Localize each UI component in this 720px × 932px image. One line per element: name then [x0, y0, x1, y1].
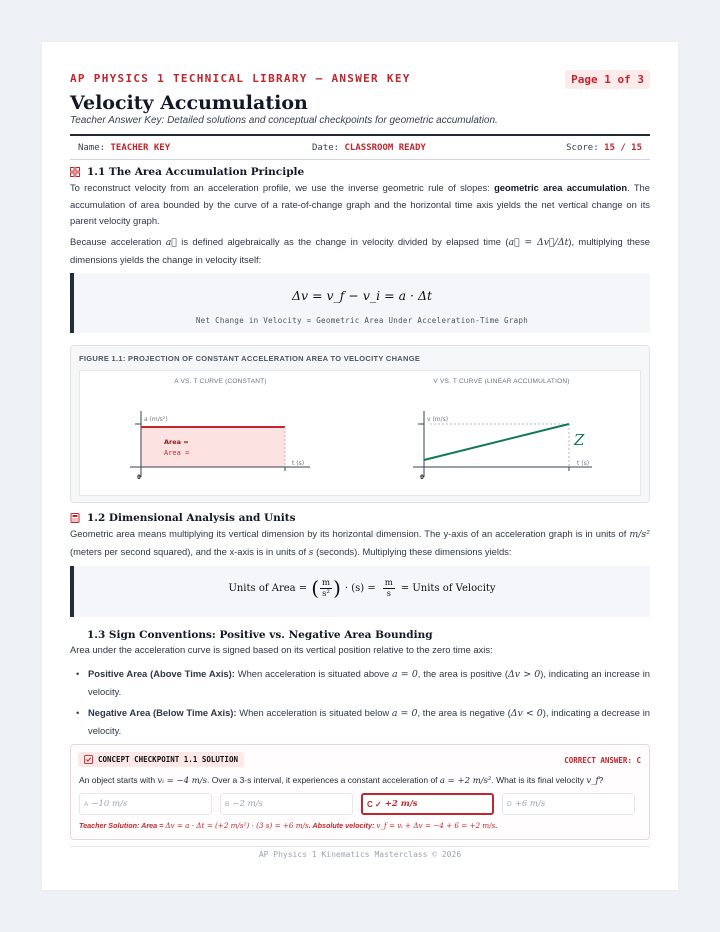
page-footer: AP Physics 1 Kinematics Masterclass © 2026 [258, 850, 462, 859]
figure-caption: FIGURE 1.1: PROJECTION OF CONSTANT ACCELERATION AREA TO VELOCITY CHANGE [79, 354, 421, 363]
date-field: Date: CLASSROOM READY [312, 143, 426, 153]
sign-convention-intro: Area under the acceleration curve is signed based on its vertical position relative to the zero time axis: [70, 644, 493, 655]
units-fraction-2: $\frac{m}{s}$ [384, 577, 393, 599]
dimensional-analysis-paragraph: Geometric area means multiplying its vertical dimension by its horizontal dimension. The y-axis of an acceleration graph is in units of m/s² (meters per second squared), and the x-axis is in units of s (seconds). Multiplying these dimensions yields: [70, 528, 650, 558]
velocity-x-label: t (s) [577, 460, 590, 467]
units-equation: Units of Area = ( m s² ) · (s) = $\frac{m}{s}$ = Units of Velocity [228, 576, 496, 600]
teacher-solution: Teacher Solution: Area = Δv = a · Δt = (+2 m/s²) · (3 s) = +6 m/s. Absolute velocity: v_f = vᵢ + Δv = −4 + 6 = +2 m/s. [79, 821, 498, 830]
option-a[interactable]: A −10 m/s [79, 793, 212, 815]
accel-time-plot [130, 411, 310, 481]
positive-area-bullet: • Positive Area (Above Time Axis): When acceleration is situated above a = 0, the area is positive (Δv > 0), indicating an increase in velocity. [88, 666, 650, 700]
meta-row [70, 139, 650, 157]
score-field: Score: 15 / 15 [566, 143, 642, 153]
velocity-origin-label: 0 [420, 473, 424, 481]
checkpoint-question: An object starts with vᵢ = −4 m/s. Over a 3-s interval, it experiences a constant acceleration of a = +2 m/s². What is its final velocity v_f? [79, 775, 604, 786]
velocity-change-equation-box [70, 273, 650, 333]
name-field: Name: TEACHER KEY [78, 143, 171, 153]
figure-1-1 [70, 345, 650, 503]
accel-x-label: t (s) [292, 460, 305, 467]
equation-caption: Net Change in Velocity = Geometric Area Under Acceleration-Time Graph [195, 316, 529, 325]
units-fraction-1: m s² [322, 577, 331, 599]
meta-rule [70, 159, 650, 160]
section-heading-1-2: 1.2 Dimensional Analysis and Units [70, 512, 296, 524]
area-principle-paragraph: To reconstruct velocity from an acceleration profile, we use the inverse geometric rule of slopes: geometric area accumulation. The accumulation of area bounded by the curve of a rate-of-change graph and the horizontal time axis yields the net vertical change on its parent velocity graph. [70, 182, 650, 226]
header-rule [70, 134, 650, 136]
section-heading-1-1: 1.1 The Area Accumulation Principle [70, 166, 304, 178]
velocity-time-plot [413, 411, 592, 481]
answer-key-page [42, 42, 678, 890]
correct-answer-label: CORRECT ANSWER: C [564, 756, 641, 765]
checkpoint-tag: CONCEPT CHECKPOINT 1.1 SOLUTION [78, 752, 244, 767]
velocity-change-equation: Δv = v_f − v_i = a · Δt [291, 288, 433, 303]
accel-y-label: a (m/s²) [144, 416, 168, 423]
accel-plot-title: A VS. T CURVE (CONSTANT) [174, 378, 267, 385]
velocity-y-label: v (m/s) [427, 416, 449, 423]
option-c-correct[interactable]: C ✓ +2 m/s [361, 793, 494, 815]
option-b[interactable]: B −2 m/s [220, 793, 353, 815]
page-subtitle: Teacher Answer Key: Detailed solutions and conceptual checkpoints for geometric accumulation. [70, 115, 498, 126]
delta-v-marker: Z [574, 431, 585, 449]
acceleration-definition-paragraph: Because acceleration a⃗ is defined algebraically as the change in velocity divided by elapsed time (a⃗ = Δv⃗/Δt), multiplying these dimensions yields the change in velocity itself: [70, 236, 650, 265]
section-heading-1-3: 1.3 Sign Conventions: Positive vs. Negative Area Bounding [87, 629, 433, 641]
page-indicator: Page 1 of 3 [565, 70, 650, 89]
accel-origin-label: 0 [137, 473, 141, 481]
page-title: Velocity Accumulation [70, 92, 308, 114]
negative-area-bullet: • Negative Area (Below Time Axis): When acceleration is situated below a = 0, the area is negative (Δv < 0), indicating a decrease in velocity. [88, 705, 650, 739]
velocity-linear-line [424, 424, 569, 460]
footer-rule [70, 846, 650, 847]
calculator-icon [70, 513, 80, 523]
concept-checkpoint [70, 744, 650, 840]
checkbox-icon [84, 755, 93, 764]
grid-icon [70, 167, 80, 177]
accel-area-fill [141, 427, 285, 467]
velocity-plot-title: V VS. T CURVE (LINEAR ACCUMULATION) [433, 378, 570, 385]
figure-plots [80, 371, 640, 495]
area-label-2: Area = [164, 449, 190, 457]
figure-panel [79, 370, 641, 496]
area-label-1: Area = [164, 438, 189, 446]
option-d[interactable]: D +6 m/s [502, 793, 635, 815]
units-equation-box [70, 566, 650, 617]
library-kicker: AP PHYSICS 1 TECHNICAL LIBRARY — ANSWER KEY [70, 72, 411, 85]
